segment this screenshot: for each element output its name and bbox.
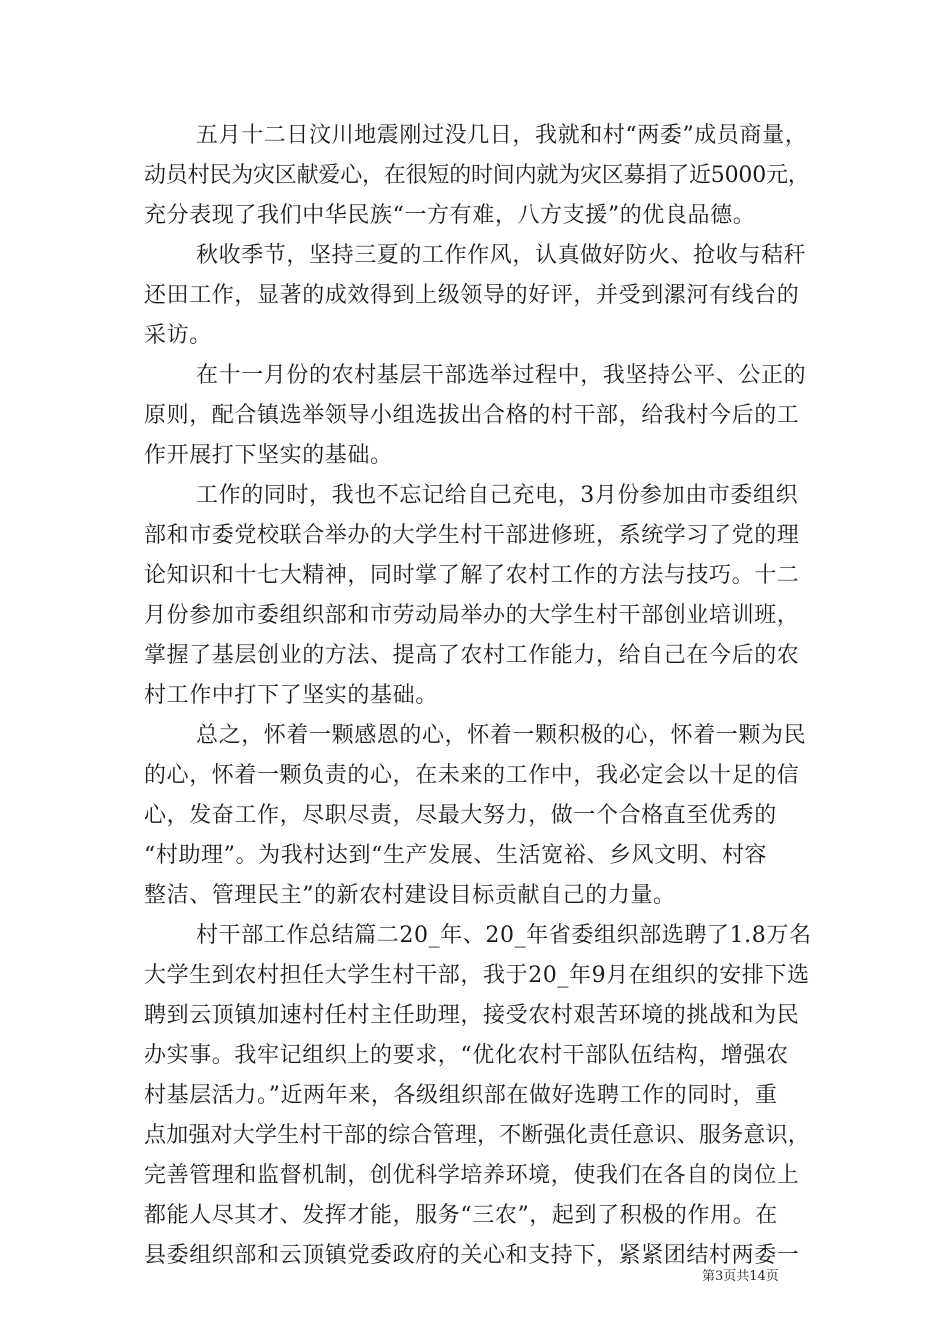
text-line: 村基层活力。”近两年来，各级组织部在做好选聘工作的同时，重 — [144, 1083, 778, 1108]
text-line: 秋收季节，坚持三夏的工作作风，认真做好防火、抢收与秸秆 — [196, 243, 807, 268]
text-line: “村助理”。为我村达到“生产发展、生活宽裕、乡风文明、村容 — [144, 843, 768, 868]
text-line: 充分表现了我们中华民族“一方有难，八方支援”的优良品德。 — [144, 203, 756, 228]
text-line: 村工作中打下了坚实的基础。 — [144, 683, 438, 708]
text-line: 在十一月份的农村基层干部选举过程中，我坚持公平、公正的 — [196, 363, 807, 388]
page-number: 第3页共14页 — [702, 1269, 779, 1284]
text-line: 总之，怀着一颗感恩的心，怀着一颗积极的心，怀着一颗为民 — [196, 723, 807, 748]
text-line: 点加强对大学生村干部的综合管理，不断强化责任意识、服务意识， — [144, 1123, 811, 1148]
text-line: 动员村民为灾区献爱心，在很短的时间内就为灾区募捐了近5000元， — [144, 163, 810, 188]
text-line: 大学生到农村担任大学生村干部，我于20_年9月在组织的安排下选 — [144, 963, 810, 988]
text-line: 完善管理和监督机制，创优科学培养环境，使我们在各自的岗位上 — [144, 1163, 800, 1188]
text-line: 掌握了基层创业的方法、提高了农村工作能力，给自己在今后的农 — [144, 643, 800, 668]
text-line: 作开展打下坚实的基础。 — [144, 443, 393, 468]
text-line: 五月十二日汶川地震刚过没几日，我就和村“两委”成员商量， — [196, 123, 808, 148]
text-line: 月份参加市委组织部和市劳动局举办的大学生村干部创业培训班， — [144, 603, 800, 628]
text-line: 聘到云顶镇加速村任村主任助理，接受农村艰苦环境的挑战和为民 — [144, 1003, 800, 1028]
text-line: 县委组织部和云顶镇党委政府的关心和支持下，紧紧团结村两委一 — [144, 1243, 800, 1268]
text-line: 还田工作，显著的成效得到上级领导的好评，并受到漯河有线台的 — [144, 283, 800, 308]
text-line: 村干部工作总结篇二20_年、20_年省委组织部选聘了1.8万名 — [196, 923, 812, 948]
text-line: 论知识和十七大精神，同时掌了解了农村工作的方法与技巧。十二 — [144, 563, 800, 588]
text-line: 办实事。我牢记组织上的要求，“优化农村干部队伍结构，增强农 — [144, 1043, 789, 1068]
text-line: 的心，怀着一颗负责的心，在未来的工作中，我必定会以十足的信 — [144, 763, 800, 788]
text-line: 工作的同时，我也不忘记给自己充电，3月份参加由市委组织 — [196, 483, 799, 508]
body-text — [144, 116, 812, 1276]
text-line: 原则，配合镇选举领导小组选拔出合格的村干部，给我村今后的工 — [144, 403, 800, 428]
text-line: 整洁、管理民主”的新农村建设目标贡献自己的力量。 — [144, 883, 676, 908]
text-line: 都能人尽其才、发挥才能，服务“三农”，起到了积极的作用。在 — [144, 1203, 778, 1228]
text-line: 部和市委党校联合举办的大学生村干部进修班，系统学习了党的理 — [144, 523, 800, 548]
text-line: 采访。 — [144, 323, 212, 348]
text-line: 心，发奋工作，尽职尽责，尽最大努力，做一个合格直至优秀的 — [144, 803, 777, 828]
